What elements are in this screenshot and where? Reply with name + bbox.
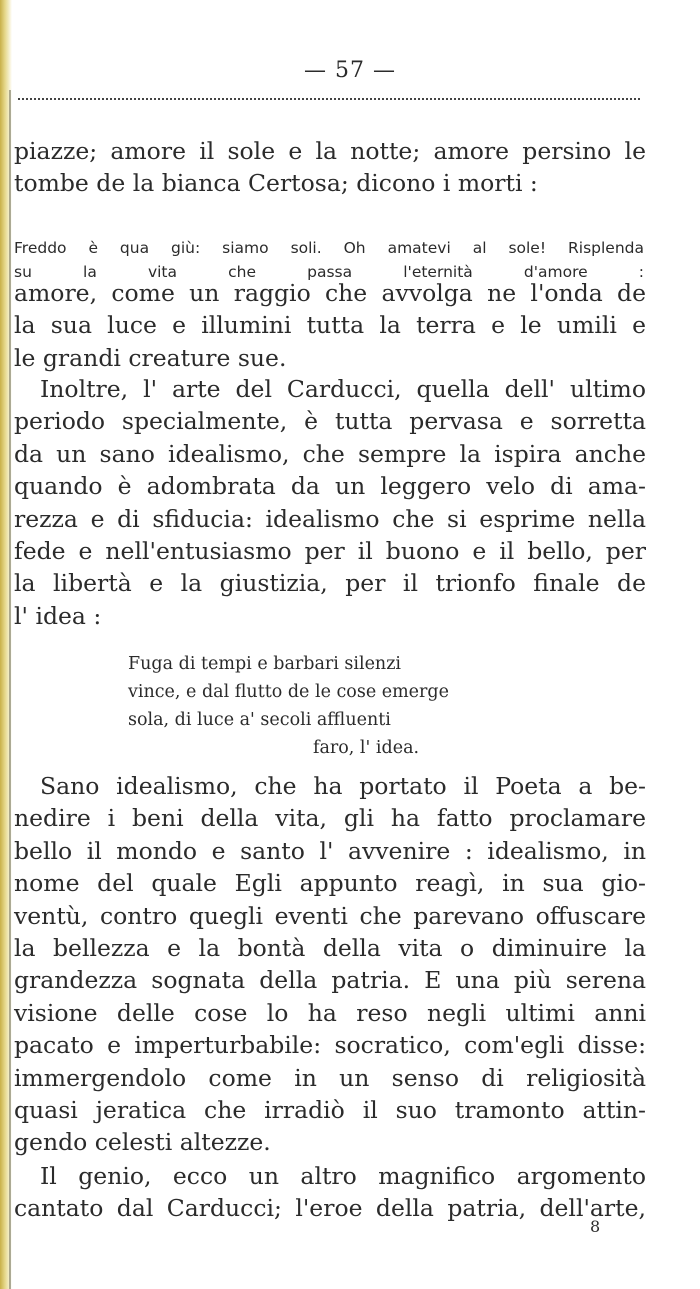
text-line: bello il mondo e santo l' avvenire : idealismo, in: [14, 836, 646, 865]
paragraph-2: [14, 277, 646, 374]
text-line: quando è adombrata da un leggero velo di ama-: [14, 472, 646, 501]
binding-shadow: [9, 90, 11, 1289]
signature-mark: 8: [590, 1217, 601, 1236]
quote-line: Freddo è qua giù: siamo soli. Oh amatevi al sole! Risplenda: [14, 239, 644, 257]
text-line: quasi jeratica che irradiò il suo tramonto attin-: [14, 1096, 646, 1125]
text-line: Inoltre, l' arte del Carducci, quella dell' ultimo: [40, 375, 646, 403]
text-line: da un sano idealismo, che sempre la ispira anche: [14, 439, 646, 468]
header-rule: [18, 98, 640, 100]
paragraph-1: [14, 135, 646, 200]
text-line: la libertà e la giustizia, per il trionfo finale de: [14, 569, 646, 598]
text-line: Sano idealismo, che ha portato il Poeta a be-: [40, 772, 646, 800]
text-line: visione delle cose lo ha reso negli ultimi anni: [14, 998, 646, 1027]
text-line: cantato dal Carducci; l'eroe della patria, dell'arte,: [14, 1194, 646, 1223]
paragraph-5: [14, 1160, 646, 1225]
verse-line: Fuga di tempi e barbari silenzi: [128, 654, 402, 674]
text-line: le grandi creature sue.: [14, 343, 287, 372]
quote-line: su la vita che passa l'eternità d'amore :: [14, 263, 644, 281]
verse-line: vince, e dal flutto de le cose emerge: [128, 682, 449, 702]
text-line: tombe de la bianca Certosa; dicono i morti :: [14, 169, 538, 198]
text-line: nome del quale Egli appunto reagì, in sua gio-: [14, 869, 646, 898]
text-line: la bellezza e la bontà della vita o diminuire la: [14, 934, 646, 963]
text-line: piazze; amore il sole e la notte; amore persino le: [14, 137, 646, 165]
page-number-header: — 57 —: [304, 58, 396, 83]
verse-quote: [128, 650, 568, 762]
paragraph-4: [14, 770, 646, 1159]
text-line: gendo celesti altezze.: [14, 1128, 271, 1157]
text-line: rezza e di sfiducia: idealismo che si esprime nella: [14, 504, 646, 533]
text-line: ventù, contro quegli eventi che parevano offuscare: [14, 901, 646, 930]
text-line: fede e nell'entusiasmo per il buono e il bello, per: [14, 537, 646, 566]
text-line: nedire i beni della vita, gli ha fatto proclamare: [14, 804, 646, 833]
text-line: immergendolo come in un senso di religiosità: [14, 1063, 646, 1092]
text-line: pacato e imperturbabile: socratico, com'egli disse:: [14, 1031, 646, 1060]
text-line: amore, come un raggio che avvolga ne l'onda de: [14, 279, 646, 307]
verse-line: sola, di luce a' secoli affluenti: [128, 710, 391, 730]
verse-line: faro, l' idea.: [313, 738, 420, 758]
text-line: Il genio, ecco un altro magnifico argomento: [40, 1162, 646, 1190]
text-line: la sua luce e illumini tutta la terra e le umili e: [14, 311, 646, 340]
paragraph-3: [14, 373, 646, 632]
text-line: l' idea :: [14, 601, 102, 630]
text-line: periodo specialmente, è tutta pervasa e sorretta: [14, 407, 646, 436]
text-line: grandezza sognata della patria. E una più serena: [14, 966, 646, 995]
